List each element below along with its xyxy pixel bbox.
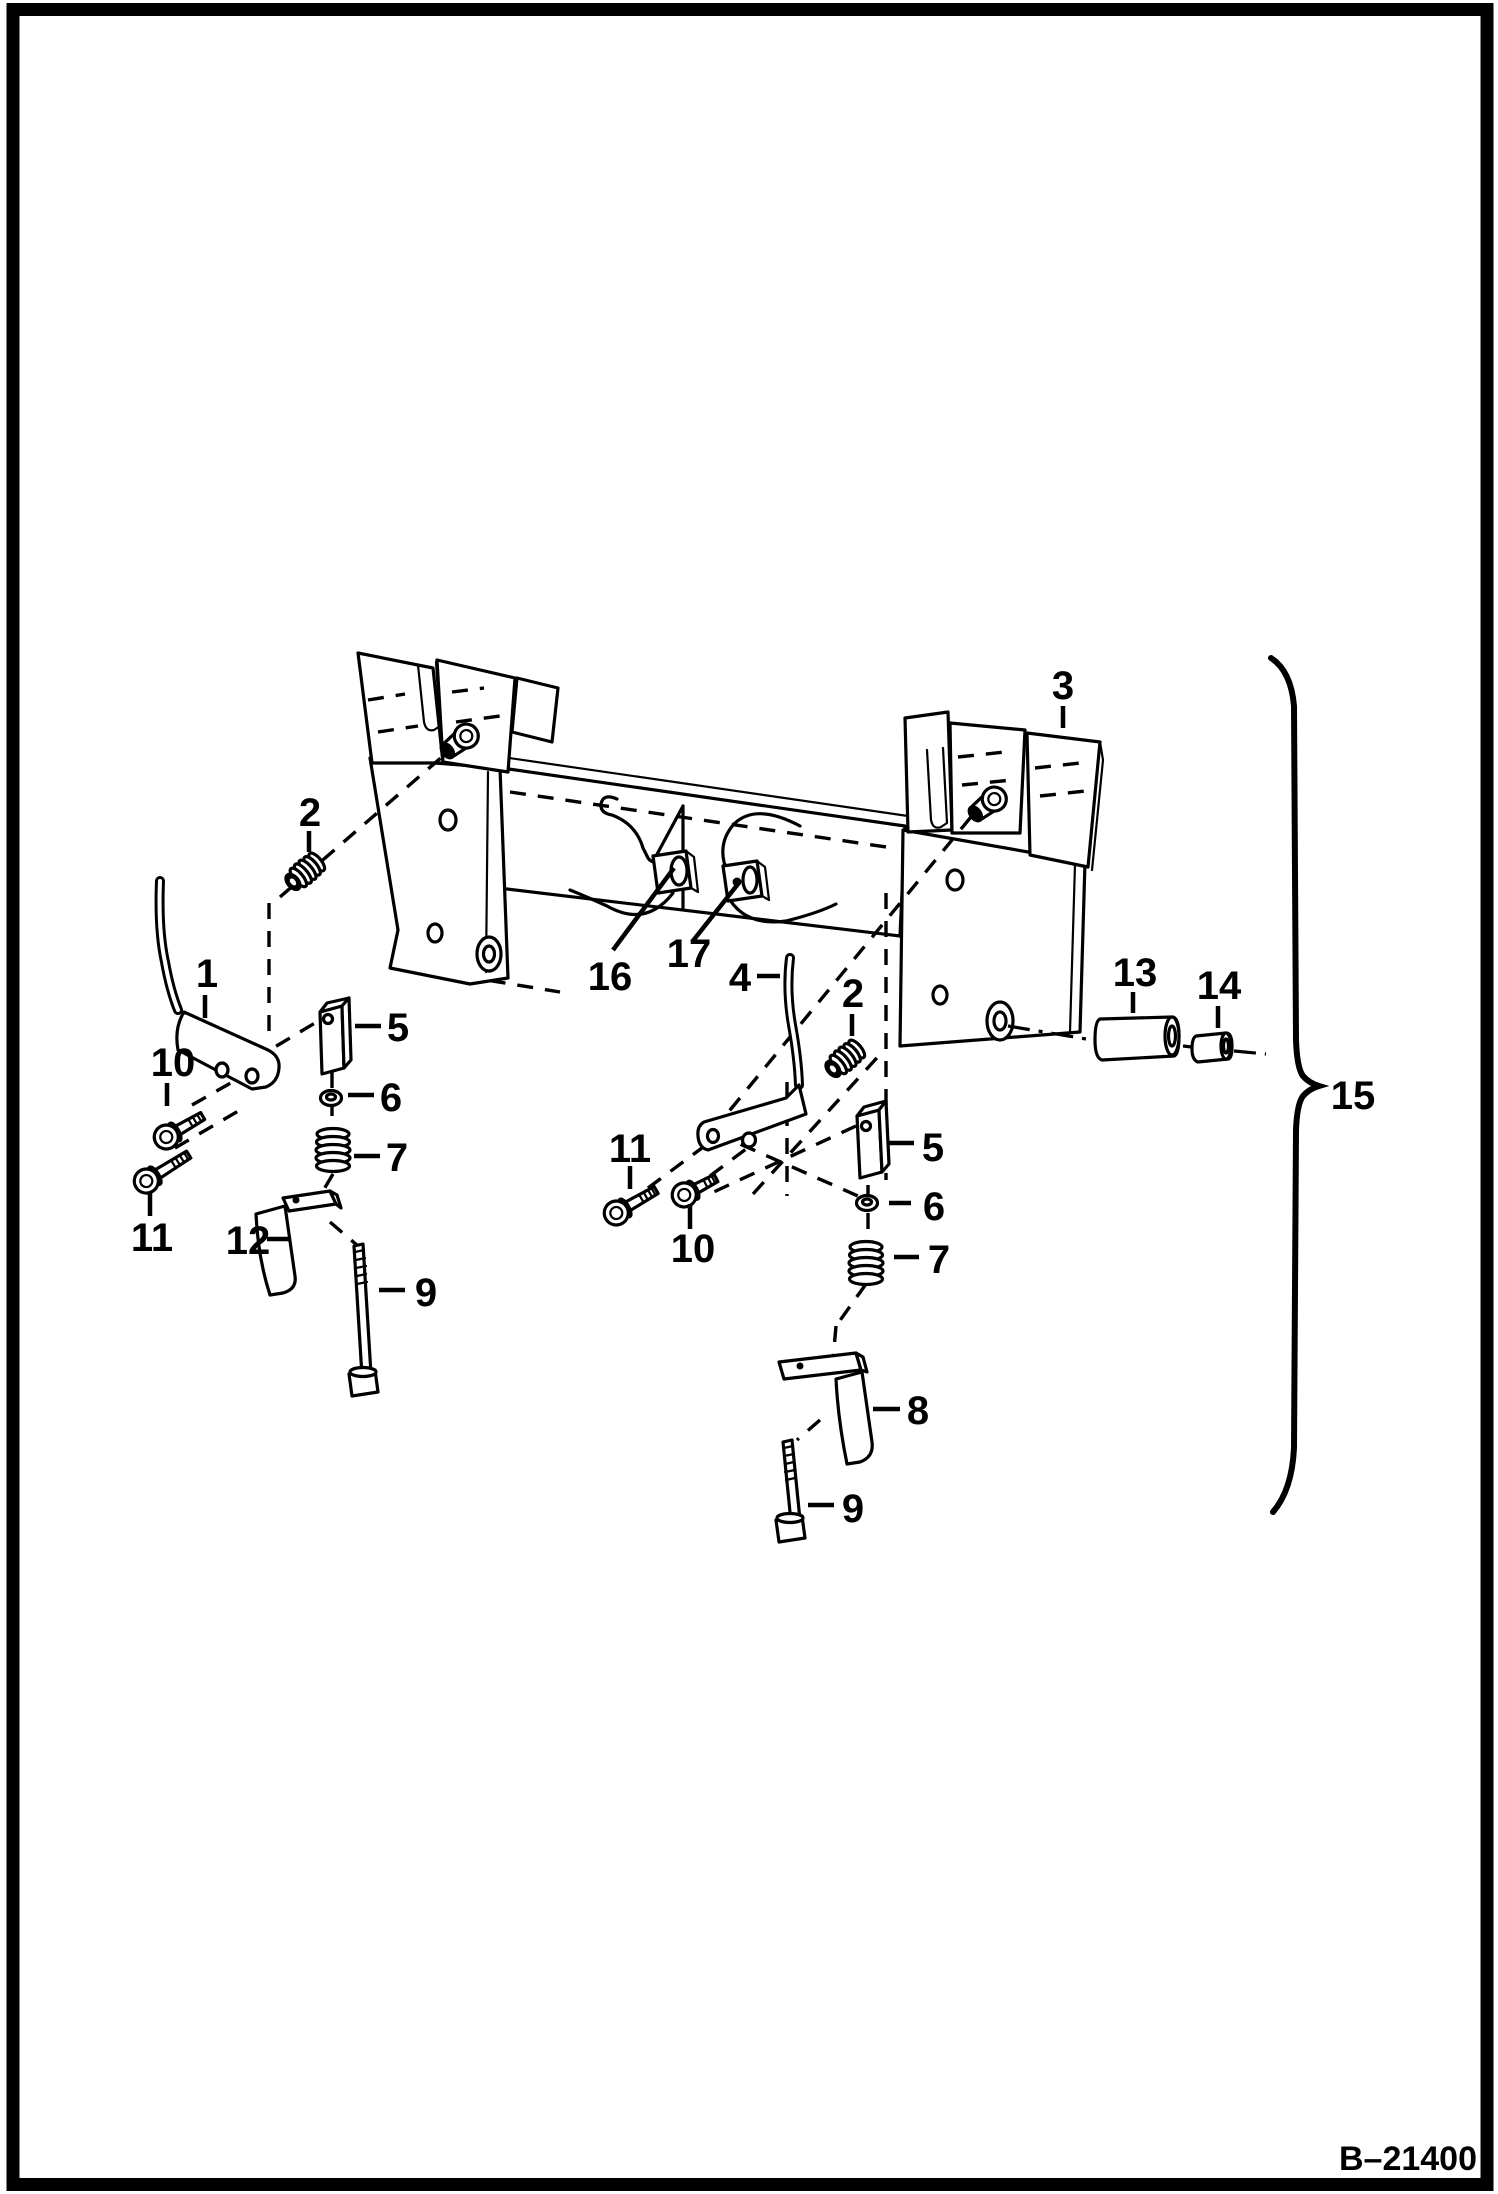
callout-bolt-a-left: 10: [150, 1041, 196, 1085]
callout-pocket-right: 17: [666, 932, 712, 976]
part-bushing-large: [1095, 1017, 1179, 1060]
callout-bolt-a-right: 10: [670, 1227, 716, 1271]
callout-assembly-group: 15: [1330, 1074, 1376, 1118]
callout-bushing-large: 13: [1112, 951, 1158, 995]
part-spring-right: [849, 1242, 883, 1285]
part-bolt-a-right: [668, 1167, 722, 1211]
part-lever-right: [698, 958, 806, 1150]
part-bolt-long-right: [776, 1440, 805, 1542]
figure-code: B–21400: [1338, 2140, 1477, 2178]
callout-setscrew-right: 2: [841, 972, 865, 1016]
callout-bolt-b-right: 11: [608, 1127, 652, 1171]
callout-lever-left: 1: [195, 952, 219, 996]
callout-spring-right: 7: [927, 1238, 951, 1282]
callout-lever-right: 4: [728, 956, 752, 1000]
frame-right-upright: [900, 712, 1103, 1046]
part-pin-block-left: [320, 998, 351, 1074]
callout-pocket-left: 16: [587, 955, 633, 999]
part-pin-block-right: [857, 1101, 889, 1178]
callout-pin-block-right: 5: [921, 1126, 945, 1170]
part-nut-right: [857, 1196, 878, 1211]
callout-bolt-long-left: 9: [414, 1271, 438, 1315]
callout-nut-left: 6: [379, 1076, 403, 1120]
page-border: [13, 10, 1487, 2185]
callout-pin-block-left: 5: [386, 1006, 410, 1050]
callout-bolt-b-left: 11: [130, 1216, 174, 1260]
part-bushing-small: [1192, 1033, 1232, 1062]
callout-frame: 3: [1051, 664, 1075, 708]
part-spring-left: [316, 1129, 350, 1172]
part-setscrew-right: [820, 1037, 868, 1082]
callout-bushing-small: 14: [1196, 964, 1242, 1008]
part-bolt-b-left: [130, 1144, 195, 1197]
callout-wedge-left: 12: [225, 1219, 271, 1263]
callout-nut-right: 6: [922, 1185, 946, 1229]
part-nut-left: [321, 1091, 342, 1106]
callout-spring-left: 7: [385, 1136, 409, 1180]
part-bolt-long-left: [349, 1244, 378, 1396]
callout-bolt-long-right: 9: [841, 1487, 865, 1531]
callout-setscrew-left: 2: [298, 791, 322, 835]
group-brace: [1271, 658, 1319, 1512]
callout-wedge-right: 8: [906, 1389, 930, 1433]
